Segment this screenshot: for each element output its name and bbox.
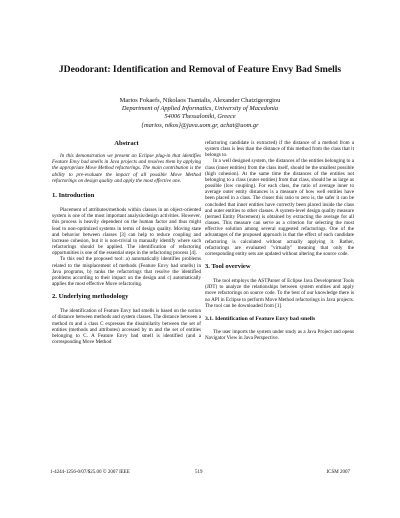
- author-block: [40, 97, 360, 130]
- section-2-paragraph-2: In a well designed system, the distances of the entities belonging to a class (inner entities) from the class itself, should be the smallest possible (high cohesion). At the same time the distances of the entities not belonging to a class (outer entities) from that class, should be as large as possible (low coupling). For each class, the ratio of average inner to average outer entity distances is a measure of how well entities have been placed in a class. The closer this ratio to zero is, the safer it can be concluded that inner entities have correctly been placed inside the class and outer entities to other classes. A system-level design quality measure (termed Entity Placement) is obtained by extracting the average for all classes. This measure can serve as a criterion for selecting the most effective solution among several suggested refactorings. One of the advantages of the proposed approach is that the effect of each candidate refactoring is calculated without actually applying it. Rather, refactorings are evaluated "virtually" meaning that only the corresponding entity sets are updated without altering the source code.: [205, 158, 354, 257]
- section-3-1-paragraph-1: The user imports the system under study as a Java Project and opens Navigator View in Java Perspective.: [205, 329, 354, 342]
- section-3-paragraph-1: The tool employs the ASTParser of Eclipse Java Development Tools (JDT) to analyze the relationships between system entities and apply move refactorings on source code. To the best of our knowledge there is no API in Eclipse to perform Move Method refactorings in Java projects. The tool can be downloaded from [1].: [205, 278, 354, 309]
- author-names: Marios Fokaefs, Nikolaos Tsantalis, Alexander Chatzigeorgiou: [119, 97, 281, 104]
- section-2-paragraph-1-continued: refactoring candidate is extracted) if the distance of a method from a system class is less than the distance of this method from the class that it belongs to.: [205, 140, 354, 159]
- section-2-heading: 2. Underlying methodology: [52, 293, 129, 301]
- section-1-heading: 1. Introduction: [52, 191, 95, 199]
- affiliation-city: 54006 Thessaloniki, Greece: [164, 113, 236, 121]
- section-1-paragraph-1: Placement of attributes/methods within classes in an object-oriented system is one of the most important analysis/design activities. However, this process is heavily dependent on the human factor and thus might lead to non-optimized systems in terms of design quality. Moving state and behavior between classes [3] can help to reduce coupling and increase cohesion, but it is non-trivial to manually identify where such refactorings should be applied. The identification of refactoring opportunities is one of the essential steps in the refactoring process [4].: [52, 207, 201, 257]
- footer-copyright: 1-4244-1256-0/07/$25.00 © 2007 IEEE: [50, 470, 130, 475]
- section-1-paragraph-2: To this end the proposed tool: a) automatically identifies problems related to the misplacement of methods (Feature Envy bad smells) in Java programs, b) ranks the refactorings that resolve the identified problems according to their impact on the design and c) automatically applies the most effective Move refactoring.: [52, 256, 201, 287]
- left-column: [52, 141, 201, 345]
- footer-venue: ICSM 2007: [326, 470, 350, 475]
- right-column: [205, 140, 354, 341]
- section-2-paragraph-1: The identification of Feature Envy bad smells is based on the notion of distance between methods and system classes. The distance between a method m and a class C expresses the dissimilarity between the set of entities (methods and attributes) accessed by m and the set of entities belonging to C. A Feature Envy bad smell is identified (and a corresponding Move Method: [52, 308, 201, 346]
- author-emails: {marios, nikos}@java.uom.gr, achat@uom.gr: [141, 121, 259, 129]
- footer-page-number: 519: [195, 470, 203, 475]
- paper-title: JDeodorant: Identification and Removal of Feature Envy Bad Smells: [58, 64, 342, 75]
- section-3-1-heading: 3.1. Identification of Feature Envy bad smells: [205, 315, 316, 322]
- abstract-heading: Abstract: [114, 140, 139, 147]
- affiliation-department: Department of Applied Informatics, University of Macedonia: [121, 105, 279, 113]
- abstract-text: In this demonstration we present an Eclipse plug-in that identifies Feature Envy bad smells in Java projects and resolves them by applying the appropriate Move Method refactorings. The main contribution is the ability to pre-evaluate the impact of all possible Move Method refactorings on design quality and apply the most effective one.: [52, 153, 201, 184]
- section-3-heading: 3. Tool overview: [205, 262, 251, 270]
